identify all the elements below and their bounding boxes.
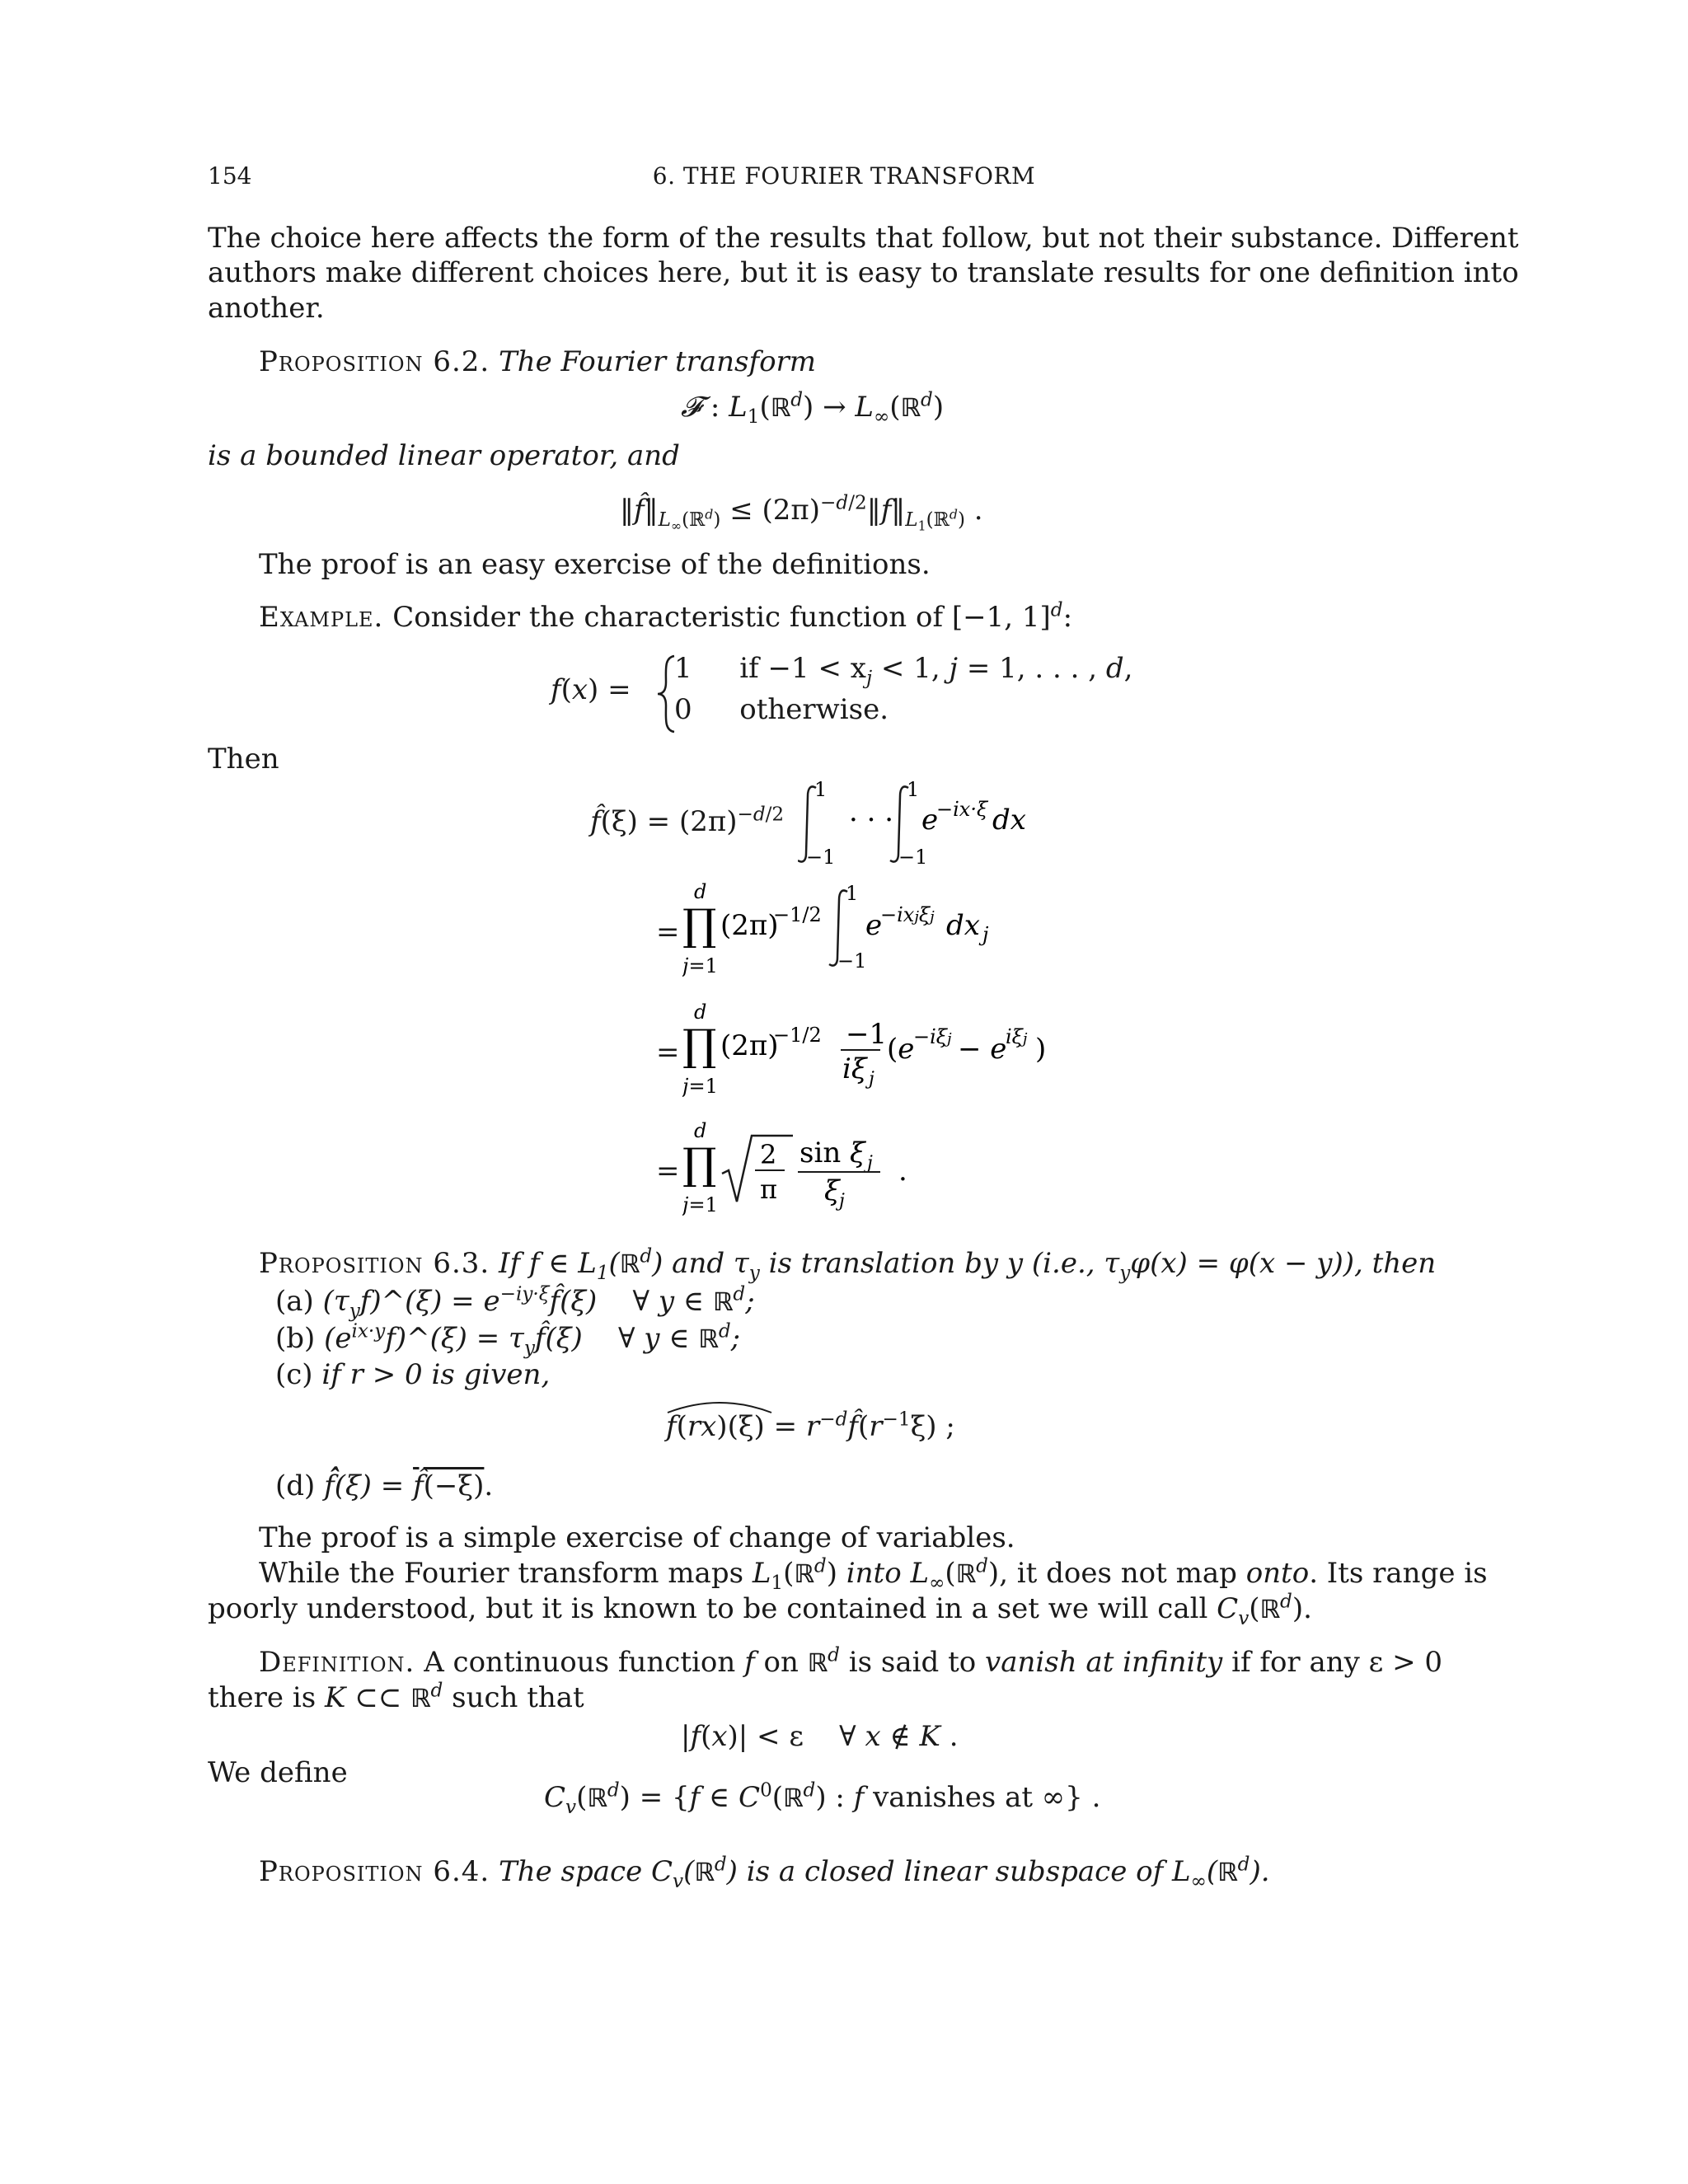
eq2-product	[682, 882, 1045, 981]
svg-text:j: j	[869, 1069, 874, 1090]
eq4-product	[682, 1121, 930, 1220]
intro-line-2: authors make different choices here, but it is easy to translate results for one definition into	[208, 256, 1519, 289]
svg-text:−iξj: −iξj	[913, 1025, 952, 1048]
svg-text:1: 1	[814, 778, 828, 801]
svg-text:ξ: ξ	[824, 1174, 840, 1207]
eq1-lhs: f̂(ξ) = $(2\pi)^{-d/2}$	[590, 804, 785, 838]
proposition-6-3-heading: Proposition 6.3. If f ∈ $L_1(ℝ^d)$ and $\tau_y$ is translation by y (i.e., $\tau_y\varphi(x) = \varphi(x - y)$), then	[259, 1245, 1437, 1284]
svg-text:−1: −1	[837, 949, 867, 972]
svg-text:−ix·ξ: −ix·ξ	[936, 798, 988, 821]
svg-text:d: d	[694, 1121, 707, 1142]
item-d: (d) f̂̂(ξ) = f̂(−ξ).	[275, 1469, 494, 1502]
proposition-6-2-mid: is a bounded linear operator, and	[208, 439, 680, 472]
svg-text:π: π	[760, 1174, 778, 1205]
svg-text:dx: dx	[992, 804, 1026, 837]
svg-text:∏: ∏	[682, 901, 717, 950]
equation-fourier-map: 𝓕 : $L_1(ℝ^d)$ → $L_\infty(ℝ^d)$	[681, 389, 945, 428]
svg-text:−1: −1	[898, 846, 928, 869]
svg-text:d: d	[694, 882, 707, 903]
range-line-2: poorly understood, but it is known to be contained in a set we will call $C_v(ℝ^d)$.	[208, 1591, 1312, 1629]
svg-text:∏: ∏	[682, 1140, 717, 1189]
svg-text:(e: (e	[887, 1033, 915, 1066]
running-title: 6. THE FOURIER TRANSFORM	[652, 162, 1036, 190]
case-1: 1 if $-1 < x_j < 1$, j = 1, . . . , d,	[674, 652, 1133, 689]
svg-text:j=1: j=1	[682, 1193, 718, 1216]
proposition-label: Proposition 6.2.	[259, 345, 490, 378]
svg-text:e: e	[921, 804, 939, 837]
svg-text:d: d	[694, 1002, 707, 1024]
svg-text:−1/2: −1/2	[773, 1024, 822, 1047]
case-2: 0 otherwise.	[674, 693, 889, 726]
svg-text:j=1: j=1	[682, 954, 718, 977]
svg-text:· · ·: · · ·	[849, 804, 894, 837]
page-number: 154	[208, 162, 252, 190]
proof-easy: The proof is an easy exercise of the definitions.	[259, 548, 931, 581]
proof-simple: The proof is a simple exercise of change of variables.	[259, 1521, 1015, 1554]
equation-cv-def: $C_v(ℝ^d) = \{f$ ∈ $C^0(ℝ^d)$ : f vanishes at ∞} .	[544, 1779, 1101, 1818]
eq3-product	[682, 1002, 1078, 1101]
svg-text:.: .	[898, 1155, 907, 1188]
svg-text:1: 1	[907, 778, 920, 801]
equation-norm-bound: $‖f̂‖_{L_\infty(ℝ^d)}$ ≤ $(2\pi)^{-d/2}‖f‖_{L_1(ℝ^d)}$ .	[620, 492, 983, 534]
eq3-equals: =	[656, 1036, 680, 1069]
eq2-equals: =	[656, 916, 680, 949]
proposition-lead: The Fourier transform	[499, 345, 817, 378]
intro-line-1: The choice here affects the form of the results that follow, but not their substance. Different	[208, 222, 1519, 255]
equation-dilation: $f(rx)(\xi) = r^{-d}f̂(r^{-1}\xi)$ ;	[666, 1409, 955, 1445]
svg-text:): )	[1035, 1033, 1047, 1066]
piecewise-lhs: f(x) =	[551, 673, 631, 706]
svg-text:−1: −1	[846, 1018, 888, 1051]
item-c: (c) if r > 0 is given,	[275, 1358, 551, 1391]
svg-text:e: e	[865, 909, 883, 942]
svg-text:iξj: iξj	[1006, 1025, 1028, 1048]
svg-text:∏: ∏	[682, 1021, 717, 1071]
intro-line-3: another.	[208, 292, 325, 325]
we-define: We define	[208, 1756, 348, 1789]
definition-line-2: there is K ⊂⊂ ℝ$^d$ such that	[208, 1680, 584, 1714]
proposition-6-4: Proposition 6.4. The space $C_v(ℝ^d)$ is a closed linear subspace of $L_\infty(ℝ^d)$.	[259, 1854, 1270, 1892]
svg-text:j: j	[839, 1191, 845, 1212]
svg-text:1: 1	[846, 882, 859, 905]
svg-text:−1/2: −1/2	[773, 903, 822, 926]
svg-text:iξ: iξ	[842, 1052, 867, 1085]
then-label: Then	[208, 743, 279, 776]
svg-text:(2π): (2π)	[720, 1029, 779, 1062]
svg-text:j=1: j=1	[682, 1075, 718, 1098]
item-b: (b) $(e^{ix\cdot y}f)\^{}(\xi)$ = $\tau_yf̂(\xi)$ ∀ y ∈ ℝ$^d$;	[275, 1320, 741, 1359]
svg-text:−1: −1	[806, 846, 836, 869]
svg-text:−ixjξj: −ixjξj	[880, 903, 935, 926]
svg-text:(2π): (2π)	[720, 909, 779, 942]
svg-text:− e: − e	[958, 1033, 1007, 1066]
eq4-equals: =	[656, 1155, 680, 1188]
eq1-integrals	[798, 778, 1062, 869]
definition-heading: Definition. A continuous function f on ℝ$^d$ is said to vanish at infinity if for any ε > 0	[259, 1644, 1443, 1679]
svg-text:sin ξ: sin ξ	[799, 1137, 865, 1169]
example-heading: Example. Consider the characteristic function of [−1, 1]$^d$:	[259, 599, 1073, 634]
range-line-1: While the Fourier transform maps $L_1(ℝ^d)$ into $L_\infty(ℝ^d)$, it does not map onto. Its range is	[259, 1555, 1488, 1594]
equation-vanish: |f(x)| < ε ∀ x ∉ K .	[681, 1720, 959, 1753]
proposition-6-2-heading	[259, 344, 816, 380]
svg-text:j: j	[982, 923, 989, 946]
svg-text:dx: dx	[946, 909, 980, 942]
svg-text:j: j	[867, 1153, 873, 1174]
item-a: (a) $(\tau_yf)\^{}(\xi)$ = $e^{-iy\cdot\xi}f̂(\xi)$ ∀ y ∈ ℝ$^d$;	[275, 1283, 755, 1322]
svg-text:2: 2	[760, 1139, 777, 1170]
